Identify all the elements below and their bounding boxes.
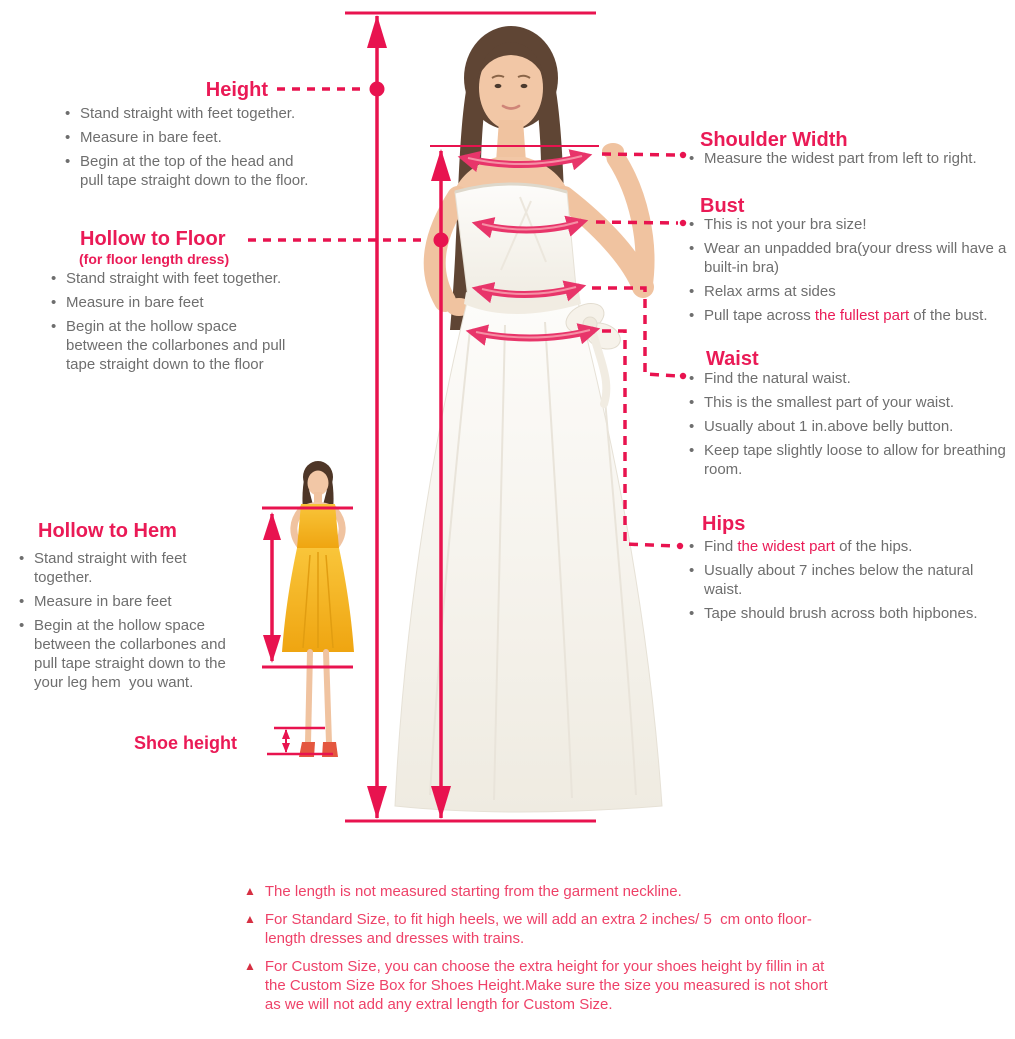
height-arrow-up-icon <box>367 15 387 48</box>
height-label: Height <box>205 79 268 101</box>
hollow-connector-dot <box>434 233 449 248</box>
shoulder-width-label: Shoulder Width <box>700 129 848 151</box>
bullet-item: • Relax arms at sides <box>686 282 1008 301</box>
note-text: For Standard Size, to fit high heels, we will add an extra 2 inches/ 5 cm onto floor-length dresses and dresses with trains. <box>264 911 812 947</box>
bullet-item: • Measure the widest part from left to right. <box>686 149 1011 168</box>
height-connector-dot <box>370 82 385 97</box>
bullet-item: • Begin at the hollow space between the collarbones and pull tape straight down to the your leg hem you want. <box>16 616 248 692</box>
bullet-item: • Wear an unpadded bra(your dress will have a built-in bra) <box>686 239 1008 277</box>
bullet-item: • This is the smallest part of your waist. <box>686 393 1008 412</box>
bullet-item: • Measure in bare feet <box>48 293 296 312</box>
bullet-item: • This is not your bra size! <box>686 215 1008 234</box>
bullet-item: • Find the widest part of the hips. <box>686 537 1011 556</box>
waist-instructions <box>686 369 1011 484</box>
hem-arrow-down-icon <box>263 635 281 663</box>
hips-instructions <box>686 537 1011 628</box>
note-text: For Custom Size, you can choose the extra height for your shoes height by fillin in at the Custom Size Box for Shoes Height.Make sure the size you measured is not short as we will not add any extral length for Custom Size. <box>264 958 832 1013</box>
bust-instructions <box>686 215 1011 330</box>
waist-label: Waist <box>706 348 759 370</box>
bullet-item: • Measure in bare feet <box>16 592 248 611</box>
hollow-to-floor-sublabel: (for floor length dress) <box>79 251 230 267</box>
height-arrow-down-icon <box>367 786 387 819</box>
shoe-arrow-down-icon <box>282 743 290 753</box>
shoulder-width-instructions <box>686 149 1011 173</box>
triangle-bullet-icon: ▲ <box>244 959 256 973</box>
note-item <box>244 882 884 901</box>
hollow-arrow-up-icon <box>431 149 451 181</box>
small-model-illustration <box>282 461 354 757</box>
note-item <box>244 910 884 948</box>
bullet-item: • Usually about 7 inches below the natural waist. <box>686 561 1011 599</box>
main-model-illustration <box>395 26 662 812</box>
bullet-item: • Pull tape across the fullest part of the bust. <box>686 306 1008 325</box>
triangle-bullet-icon: ▲ <box>244 884 256 898</box>
hollow-to-floor-label: Hollow to Floor <box>80 228 226 250</box>
triangle-bullet-icon: ▲ <box>244 912 256 926</box>
bullet-item: • Find the natural waist. <box>686 369 1008 388</box>
note-text: The length is not measured starting from the garment neckline. <box>264 883 682 900</box>
bust-label: Bust <box>700 195 745 217</box>
hollow-to-hem-label: Hollow to Hem <box>38 520 177 542</box>
height-instructions <box>62 104 312 195</box>
hem-arrow-up-icon <box>263 512 281 540</box>
bullet-item: • Begin at the top of the head and pull tape straight down to the floor. <box>62 152 312 190</box>
shoe-arrow-up-icon <box>282 729 290 739</box>
bullet-item: • Begin at the hollow space between the collarbones and pull tape straight down to the floor <box>48 317 296 374</box>
bullet-item: • Stand straight with feet together. <box>48 269 296 288</box>
hollow-to-hem-instructions <box>16 549 248 697</box>
bullet-item: • Measure in bare feet. <box>62 128 312 147</box>
bullet-item: • Stand straight with feet together. <box>16 549 248 587</box>
hollow-to-floor-instructions <box>48 269 296 379</box>
note-item <box>244 957 884 1014</box>
bullet-item: • Stand straight with feet together. <box>62 104 312 123</box>
shoe-height-label: Shoe height <box>134 733 237 753</box>
bullet-item: • Keep tape slightly loose to allow for breathing room. <box>686 441 1008 479</box>
bullet-item: • Tape should brush across both hipbones. <box>686 604 1011 623</box>
bullet-item: • Usually about 1 in.above belly button. <box>686 417 1008 436</box>
hips-label: Hips <box>702 513 746 535</box>
notes-list <box>244 882 884 1023</box>
